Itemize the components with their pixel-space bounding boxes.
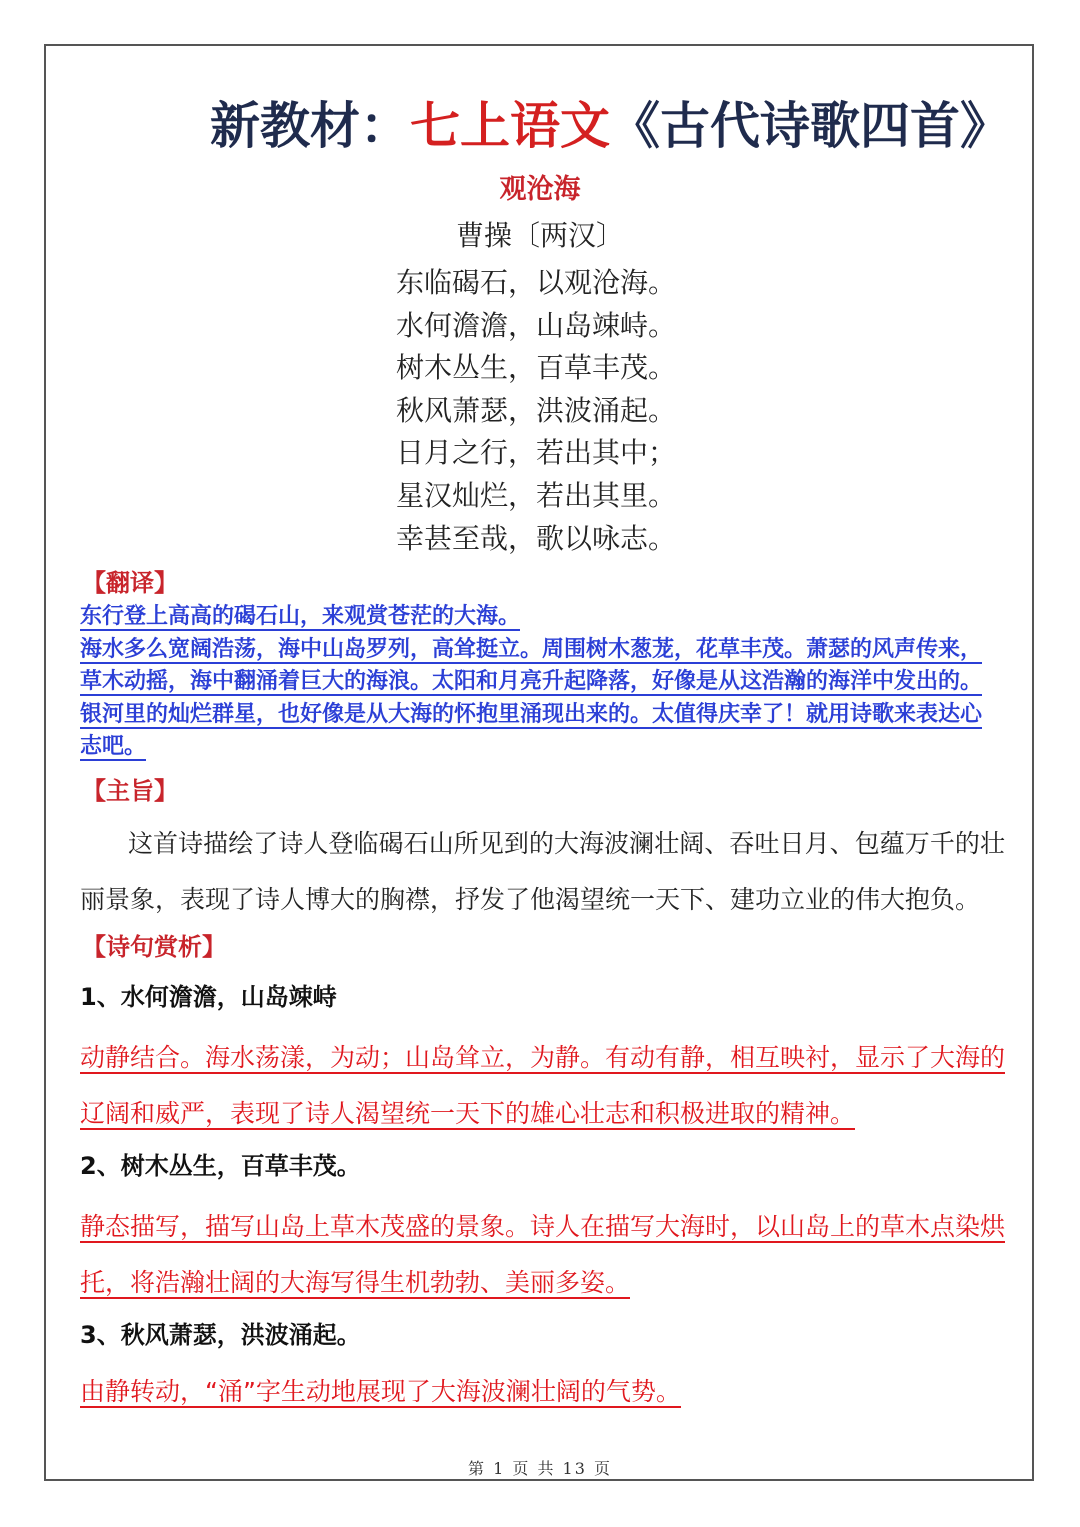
title-suffix: 《古代诗歌四首》 [610, 97, 1010, 155]
poem-line: 幸甚至哉，歌以咏志。 [396, 521, 677, 555]
poem-body [396, 262, 676, 560]
analysis-question: 3、秋风萧瑟，洪波涌起。 [80, 1321, 361, 1349]
translation-text [80, 600, 1000, 763]
analysis-question: 2、树木丛生，百草丰茂。 [80, 1152, 361, 1180]
theme-text: 这首诗描绘了诗人登临碣石山所见到的大海波澜壮阔、吞吐日月、包蕴万千的壮丽景象，表现了诗人博大的胸襟，抒发了他渴望统一天下、建功立业的伟大抱负。 [80, 829, 1005, 914]
analysis-answer-text: 由静转动，“涌”字生动地展现了大海波澜壮阔的气势。 [80, 1377, 681, 1406]
poem-line: 水何澹澹，山岛竦峙。 [396, 308, 677, 342]
title-emphasis: 七上语文 [410, 97, 610, 155]
page-number: 第 1 页 共 13 页 [468, 1459, 612, 1478]
poem-line: 树木丛生，百草丰茂。 [396, 351, 677, 385]
translation-line: 海水多么宽阔浩荡，海中山岛罗列，高耸挺立。周围树木葱茏，花草丰茂。萧瑟的风声传来，草木动摇，海中翻涌着巨大的海浪。太阳和月亮升起降落，好像是从这浩瀚的海洋中发出的。银河里的灿烂群星，也好像是从大海的怀抱里涌现出来的。太值得庆幸了！就用诗歌来表达心志吧。 [80, 635, 983, 759]
poem-line: 星汉灿烂，若出其里。 [396, 478, 677, 512]
analysis-answer-text: 动静结合。海水荡漾，为动；山岛耸立，为静。有动有静，相互映衬，显示了大海的辽阔和威严，表现了诗人渴望统一天下的雄心壮志和积极进取的精神。 [80, 1043, 1006, 1128]
analysis-question: 1、水何澹澹，山岛竦峙 [80, 983, 337, 1011]
analysis-answer [80, 1364, 1005, 1420]
translation-label: 【翻译】 [82, 569, 178, 597]
title-prefix: 新教材： [210, 97, 410, 155]
theme-label: 【主旨】 [82, 777, 178, 805]
poem-line: 日月之行，若出其中； [396, 436, 677, 470]
page-title [0, 94, 1080, 158]
poem-title: 观沧海 [499, 174, 581, 205]
analysis-answer-text: 静态描写，描写山岛上草木茂盛的景象。诗人在描写大海时，以山岛上的草木点染烘托，将浩瀚壮阔的大海写得生机勃勃、美丽多姿。 [80, 1212, 1006, 1297]
poem-line: 东临碣石，以观沧海。 [396, 266, 677, 299]
analysis-answer [80, 1030, 1005, 1142]
translation-line: 东行登上高高的碣石山，来观赏苍茫的大海。 [80, 603, 521, 629]
analysis-label: 【诗句赏析】 [82, 933, 226, 961]
poem-author: 曹操〔两汉〕 [455, 219, 624, 252]
poem-line: 秋风萧瑟，洪波涌起。 [396, 393, 677, 427]
analysis-answer [80, 1199, 1005, 1311]
